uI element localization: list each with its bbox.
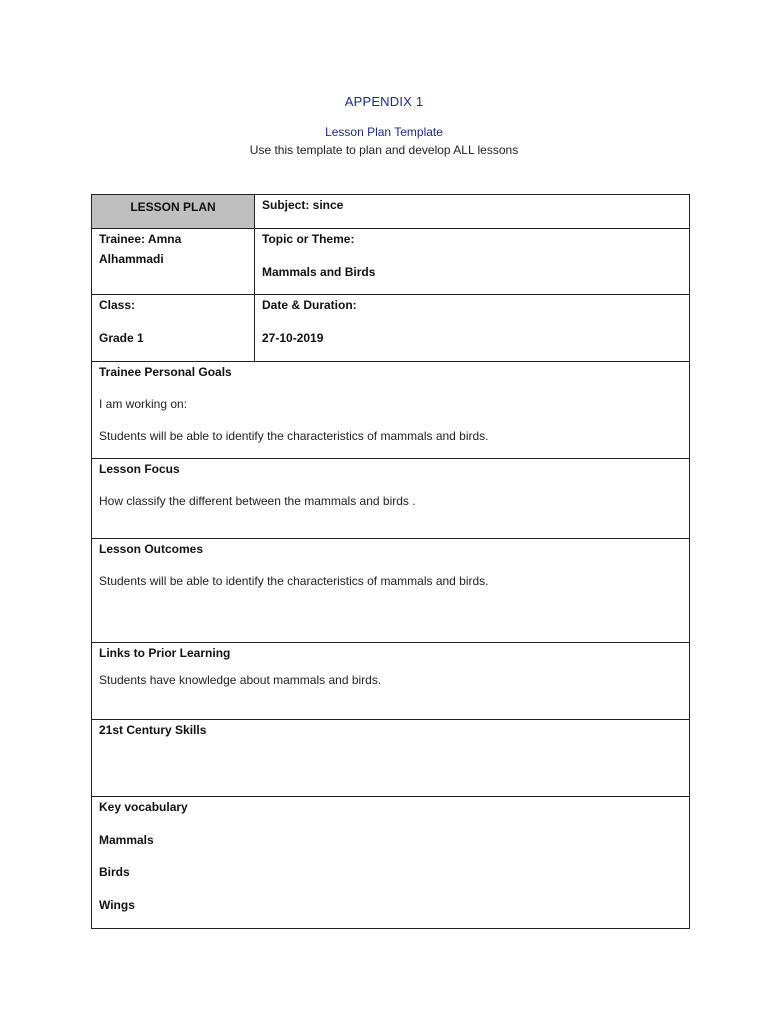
- trainee-line-1: Trainee: Amna: [99, 232, 182, 246]
- class-label: Class:: [99, 298, 136, 312]
- row-skills: [92, 720, 690, 797]
- topic-cell: [255, 229, 690, 295]
- vocabulary-heading: Key vocabulary: [99, 800, 188, 814]
- focus-heading: Lesson Focus: [99, 462, 180, 476]
- date-label: Date & Duration:: [262, 298, 357, 312]
- date-cell: [255, 295, 690, 362]
- row-header: [92, 195, 690, 229]
- row-vocabulary: [92, 797, 690, 929]
- subject-cell: [255, 195, 690, 229]
- class-value: Grade 1: [99, 331, 144, 345]
- date-value: 27-10-2019: [262, 331, 324, 345]
- focus-text: How classify the different between the mammals and birds .: [99, 494, 416, 508]
- lesson-plan-header-cell: [92, 195, 255, 229]
- subject-text: Subject: since: [262, 198, 344, 212]
- focus-cell: [92, 459, 690, 539]
- vocabulary-cell: [92, 797, 690, 929]
- row-outcomes: [92, 539, 690, 643]
- prior-text: Students have knowledge about mammals and birds.: [99, 673, 382, 687]
- goals-line-2: Students will be able to identify the characteristics of mammals and birds.: [99, 429, 489, 443]
- class-cell: [92, 295, 255, 362]
- outcomes-text: Students will be able to identify the characteristics of mammals and birds.: [99, 574, 489, 588]
- lesson-plan-table: [91, 194, 690, 929]
- goals-line-1: I am working on:: [99, 397, 188, 411]
- template-title: Lesson Plan Template: [325, 125, 443, 139]
- row-focus: [92, 459, 690, 539]
- vocabulary-word: Mammals: [99, 833, 154, 847]
- outcomes-cell: [92, 539, 690, 643]
- row-prior: [92, 643, 690, 720]
- goals-cell: [92, 362, 690, 459]
- goals-heading: Trainee Personal Goals: [99, 365, 232, 379]
- appendix-title: APPENDIX 1: [344, 94, 424, 109]
- template-subtitle: Use this template to plan and develop ALL lessons: [249, 143, 519, 157]
- trainee-cell: [92, 229, 255, 295]
- prior-cell: [92, 643, 690, 720]
- lesson-plan-label: LESSON PLAN: [130, 200, 216, 214]
- skills-heading: 21st Century Skills: [99, 723, 207, 737]
- topic-label: Topic or Theme:: [262, 232, 355, 246]
- prior-heading: Links to Prior Learning: [99, 646, 231, 660]
- outcomes-heading: Lesson Outcomes: [99, 542, 204, 556]
- vocabulary-word: Birds: [99, 865, 130, 879]
- skills-cell: [92, 720, 690, 797]
- topic-value: Mammals and Birds: [262, 265, 376, 279]
- row-trainee: [92, 229, 690, 295]
- row-class: [92, 295, 690, 362]
- vocabulary-word: Wings: [99, 898, 135, 912]
- row-goals: [92, 362, 690, 459]
- trainee-line-2: Alhammadi: [99, 252, 164, 266]
